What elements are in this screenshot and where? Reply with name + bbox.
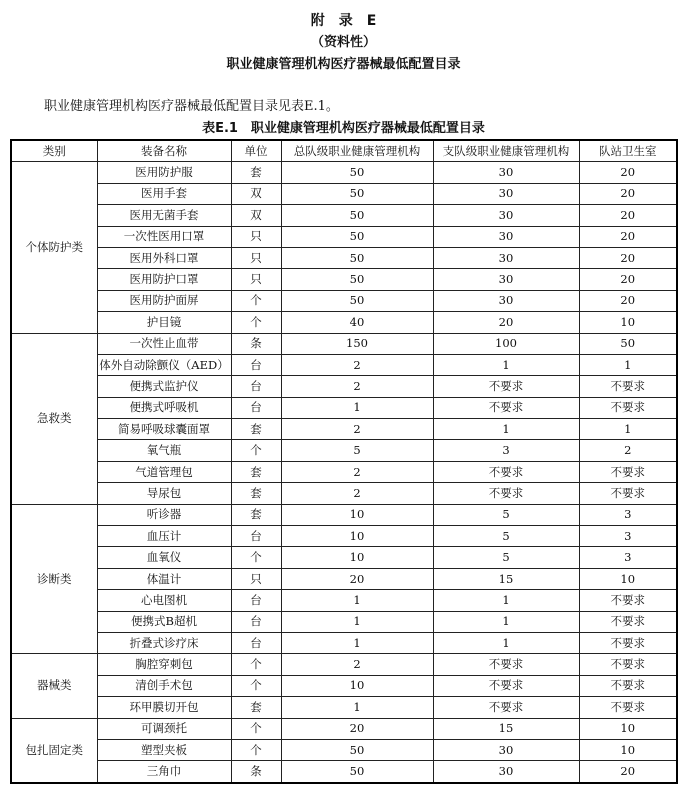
equipment-name-cell: 一次性医用口罩 (97, 226, 231, 247)
appendix-type: （资料性） (310, 35, 376, 50)
station-qty-cell: 不要求 (579, 654, 677, 675)
unit-cell: 只 (231, 269, 281, 290)
table-row (11, 440, 677, 461)
table-row (11, 526, 677, 547)
detachment-qty-cell: 5 (433, 504, 579, 525)
equipment-name-cell: 便携式呼吸机 (97, 397, 231, 418)
station-qty-cell: 20 (579, 761, 677, 783)
equipment-name-cell: 体外自动除颤仪（AED） (97, 354, 231, 375)
corps-qty-cell: 5 (281, 440, 433, 461)
detachment-qty-cell: 5 (433, 526, 579, 547)
equipment-name-cell: 折叠式诊疗床 (97, 632, 231, 653)
detachment-qty-cell: 15 (433, 568, 579, 589)
unit-cell: 个 (231, 440, 281, 461)
equipment-name-cell: 塑型夹板 (97, 739, 231, 760)
equipment-name-cell: 氧气瓶 (97, 440, 231, 461)
corps-qty-cell: 10 (281, 675, 433, 696)
station-qty-cell: 不要求 (579, 675, 677, 696)
equipment-name-cell: 一次性止血带 (97, 333, 231, 354)
detachment-qty-cell: 不要求 (433, 483, 579, 504)
detachment-qty-cell: 1 (433, 590, 579, 611)
header-category: 类别 (11, 140, 97, 162)
table-row (11, 269, 677, 290)
header-equipment-name: 装备名称 (97, 140, 231, 162)
unit-cell: 个 (231, 654, 281, 675)
station-qty-cell: 20 (579, 290, 677, 311)
equipment-name-cell: 便携式监护仪 (97, 376, 231, 397)
table-row (11, 697, 677, 718)
station-qty-cell: 不要求 (579, 483, 677, 504)
equipment-name-cell: 清创手术包 (97, 675, 231, 696)
corps-qty-cell: 20 (281, 718, 433, 739)
unit-cell: 只 (231, 226, 281, 247)
corps-qty-cell: 2 (281, 483, 433, 504)
equipment-name-cell: 听诊器 (97, 504, 231, 525)
detachment-qty-cell: 30 (433, 162, 579, 183)
detachment-qty-cell: 1 (433, 632, 579, 653)
table-caption: 表E.1 职业健康管理机构医疗器械最低配置目录 (202, 121, 485, 136)
unit-cell: 条 (231, 333, 281, 354)
detachment-qty-cell: 30 (433, 269, 579, 290)
table-row (11, 568, 677, 589)
equipment-name-cell: 三角巾 (97, 761, 231, 783)
detachment-qty-cell: 30 (433, 290, 579, 311)
station-qty-cell: 3 (579, 547, 677, 568)
detachment-qty-cell: 30 (433, 183, 579, 204)
equipment-name-cell: 便携式B超机 (97, 611, 231, 632)
table-row (11, 590, 677, 611)
corps-qty-cell: 20 (281, 568, 433, 589)
station-qty-cell: 不要求 (579, 397, 677, 418)
equipment-name-cell: 血氧仪 (97, 547, 231, 568)
corps-qty-cell: 50 (281, 183, 433, 204)
unit-cell: 套 (231, 483, 281, 504)
table-row (11, 205, 677, 226)
unit-cell: 台 (231, 397, 281, 418)
detachment-qty-cell: 不要求 (433, 461, 579, 482)
appendix-name: 职业健康管理机构医疗器械最低配置目录 (226, 57, 461, 72)
station-qty-cell: 3 (579, 526, 677, 547)
station-qty-cell: 10 (579, 312, 677, 333)
corps-qty-cell: 2 (281, 461, 433, 482)
corps-qty-cell: 1 (281, 590, 433, 611)
equipment-name-cell: 医用防护服 (97, 162, 231, 183)
table-row (11, 483, 677, 504)
unit-cell: 套 (231, 162, 281, 183)
station-qty-cell: 20 (579, 247, 677, 268)
station-qty-cell: 20 (579, 205, 677, 226)
detachment-qty-cell: 30 (433, 739, 579, 760)
corps-qty-cell: 2 (281, 654, 433, 675)
unit-cell: 个 (231, 547, 281, 568)
corps-qty-cell: 2 (281, 376, 433, 397)
equipment-name-cell: 医用防护面屏 (97, 290, 231, 311)
equipment-name-cell: 简易呼吸球囊面罩 (97, 419, 231, 440)
corps-qty-cell: 50 (281, 205, 433, 226)
equipment-name-cell: 心电图机 (97, 590, 231, 611)
unit-cell: 个 (231, 290, 281, 311)
detachment-qty-cell: 1 (433, 611, 579, 632)
table-row (11, 247, 677, 268)
category-cell: 器械类 (11, 654, 97, 718)
detachment-qty-cell: 20 (433, 312, 579, 333)
unit-cell: 台 (231, 611, 281, 632)
station-qty-cell: 10 (579, 718, 677, 739)
category-cell: 个体防护类 (11, 162, 97, 333)
unit-cell: 个 (231, 312, 281, 333)
station-qty-cell: 3 (579, 504, 677, 525)
unit-cell: 台 (231, 590, 281, 611)
table-header-row (11, 140, 677, 162)
station-qty-cell: 20 (579, 226, 677, 247)
equipment-name-cell: 护目镜 (97, 312, 231, 333)
unit-cell: 台 (231, 354, 281, 375)
corps-qty-cell: 2 (281, 419, 433, 440)
equipment-name-cell: 可调颈托 (97, 718, 231, 739)
unit-cell: 条 (231, 761, 281, 783)
station-qty-cell: 不要求 (579, 632, 677, 653)
header-detachment-level: 支队级职业健康管理机构 (433, 140, 579, 162)
corps-qty-cell: 1 (281, 697, 433, 718)
header-unit: 单位 (231, 140, 281, 162)
corps-qty-cell: 1 (281, 397, 433, 418)
header-corps-level: 总队级职业健康管理机构 (281, 140, 433, 162)
table-row (11, 226, 677, 247)
station-qty-cell: 10 (579, 568, 677, 589)
table-row (11, 632, 677, 653)
unit-cell: 台 (231, 526, 281, 547)
category-cell: 包扎固定类 (11, 718, 97, 783)
corps-qty-cell: 50 (281, 269, 433, 290)
corps-qty-cell: 150 (281, 333, 433, 354)
detachment-qty-cell: 1 (433, 419, 579, 440)
table-row (11, 419, 677, 440)
unit-cell: 只 (231, 247, 281, 268)
detachment-qty-cell: 不要求 (433, 397, 579, 418)
table-row (11, 162, 677, 183)
unit-cell: 个 (231, 739, 281, 760)
station-qty-cell: 不要求 (579, 611, 677, 632)
unit-cell: 台 (231, 632, 281, 653)
table-row (11, 354, 677, 375)
appendix-title: 附 录 E (310, 13, 377, 29)
station-qty-cell: 不要求 (579, 590, 677, 611)
table-row (11, 397, 677, 418)
detachment-qty-cell: 3 (433, 440, 579, 461)
detachment-qty-cell: 1 (433, 354, 579, 375)
corps-qty-cell: 10 (281, 504, 433, 525)
detachment-qty-cell: 15 (433, 718, 579, 739)
equipment-name-cell: 医用外科口罩 (97, 247, 231, 268)
equipment-name-cell: 血压计 (97, 526, 231, 547)
table-row (11, 333, 677, 354)
detachment-qty-cell: 100 (433, 333, 579, 354)
detachment-qty-cell: 30 (433, 761, 579, 783)
equipment-name-cell: 环甲膜切开包 (97, 697, 231, 718)
equipment-name-cell: 气道管理包 (97, 461, 231, 482)
corps-qty-cell: 1 (281, 611, 433, 632)
station-qty-cell: 50 (579, 333, 677, 354)
unit-cell: 套 (231, 461, 281, 482)
station-qty-cell: 10 (579, 739, 677, 760)
equipment-name-cell: 胸腔穿刺包 (97, 654, 231, 675)
corps-qty-cell: 50 (281, 226, 433, 247)
equipment-table (10, 139, 678, 784)
corps-qty-cell: 2 (281, 354, 433, 375)
table-row (11, 290, 677, 311)
detachment-qty-cell: 5 (433, 547, 579, 568)
corps-qty-cell: 50 (281, 761, 433, 783)
unit-cell: 套 (231, 419, 281, 440)
detachment-qty-cell: 不要求 (433, 376, 579, 397)
station-qty-cell: 1 (579, 354, 677, 375)
table-row (11, 376, 677, 397)
corps-qty-cell: 50 (281, 247, 433, 268)
detachment-qty-cell: 30 (433, 247, 579, 268)
station-qty-cell: 不要求 (579, 461, 677, 482)
equipment-name-cell: 体温计 (97, 568, 231, 589)
unit-cell: 双 (231, 205, 281, 226)
unit-cell: 只 (231, 568, 281, 589)
table-row (11, 461, 677, 482)
unit-cell: 双 (231, 183, 281, 204)
detachment-qty-cell: 30 (433, 205, 579, 226)
station-qty-cell: 1 (579, 419, 677, 440)
table-row (11, 718, 677, 739)
equipment-name-cell: 医用防护口罩 (97, 269, 231, 290)
table-row (11, 183, 677, 204)
table-row (11, 312, 677, 333)
header-station-clinic: 队站卫生室 (579, 140, 677, 162)
station-qty-cell: 2 (579, 440, 677, 461)
corps-qty-cell: 10 (281, 547, 433, 568)
station-qty-cell: 20 (579, 162, 677, 183)
detachment-qty-cell: 不要求 (433, 697, 579, 718)
table-row (11, 504, 677, 525)
station-qty-cell: 不要求 (579, 697, 677, 718)
category-cell: 急救类 (11, 333, 97, 504)
equipment-name-cell: 医用无菌手套 (97, 205, 231, 226)
equipment-name-cell: 导尿包 (97, 483, 231, 504)
table-row (11, 739, 677, 760)
station-qty-cell: 20 (579, 183, 677, 204)
intro-paragraph: 职业健康管理机构医疗器械最低配置目录见表E.1。 (44, 99, 339, 114)
corps-qty-cell: 50 (281, 290, 433, 311)
corps-qty-cell: 50 (281, 739, 433, 760)
unit-cell: 个 (231, 718, 281, 739)
station-qty-cell: 20 (579, 269, 677, 290)
table-row (11, 611, 677, 632)
corps-qty-cell: 50 (281, 162, 433, 183)
detachment-qty-cell: 不要求 (433, 675, 579, 696)
equipment-name-cell: 医用手套 (97, 183, 231, 204)
unit-cell: 台 (231, 376, 281, 397)
unit-cell: 个 (231, 675, 281, 696)
corps-qty-cell: 1 (281, 632, 433, 653)
table-row (11, 675, 677, 696)
unit-cell: 套 (231, 504, 281, 525)
category-cell: 诊断类 (11, 504, 97, 654)
corps-qty-cell: 10 (281, 526, 433, 547)
table-row (11, 654, 677, 675)
unit-cell: 套 (231, 697, 281, 718)
detachment-qty-cell: 30 (433, 226, 579, 247)
table-row (11, 761, 677, 783)
detachment-qty-cell: 不要求 (433, 654, 579, 675)
corps-qty-cell: 40 (281, 312, 433, 333)
station-qty-cell: 不要求 (579, 376, 677, 397)
table-row (11, 547, 677, 568)
